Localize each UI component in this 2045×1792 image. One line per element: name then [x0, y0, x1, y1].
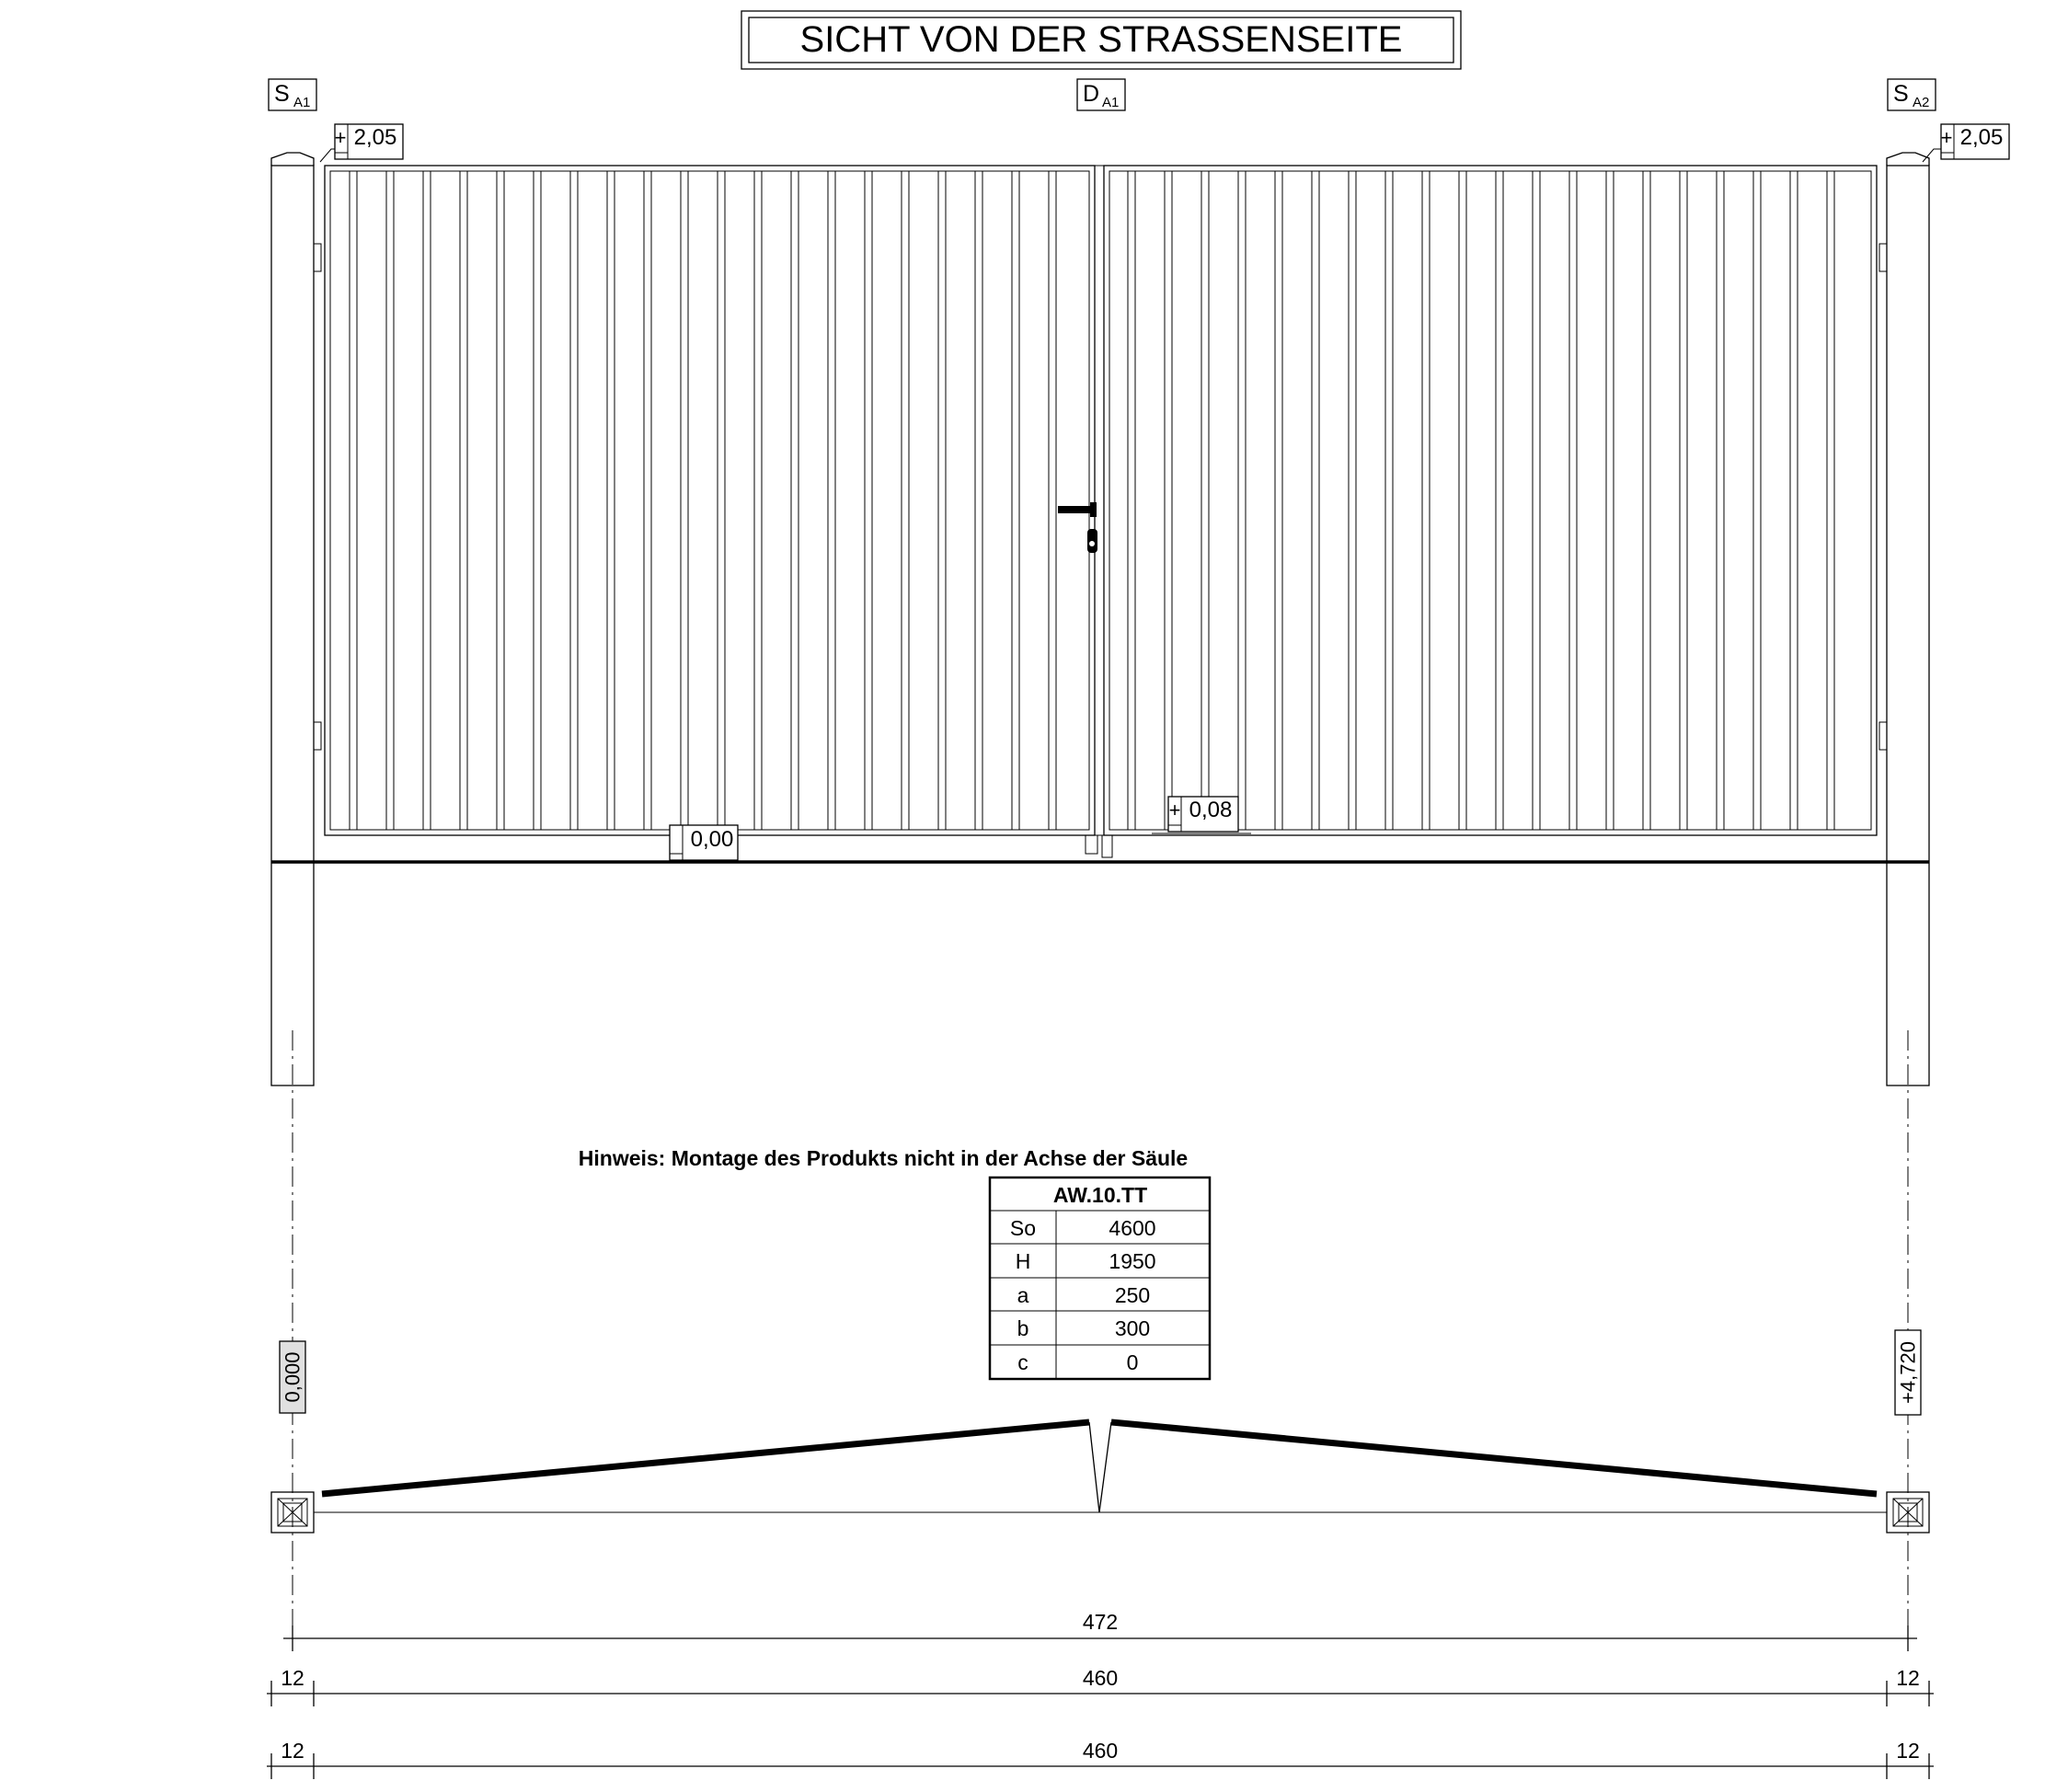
gate-slat: [1827, 171, 1834, 830]
left-post-plan: [271, 1492, 314, 1533]
gate-slat: [1128, 171, 1135, 830]
gate-slat: [1201, 171, 1209, 830]
gate-slat: [1012, 171, 1019, 830]
gate-slat: [1459, 171, 1466, 830]
marker-right-post: [1888, 79, 1936, 110]
axis-elevation-left: [280, 1341, 305, 1413]
gate-slat: [350, 171, 357, 830]
spec-row-key: a: [1017, 1283, 1029, 1307]
gate-slat: [497, 171, 504, 830]
gate-slat: [607, 171, 615, 830]
gate-slat: [1533, 171, 1540, 830]
mounting-note: Hinweis: Montage des Produkts nicht in der Achse der Säule: [578, 1146, 1189, 1170]
gate-slat: [1275, 171, 1282, 830]
dimension-row-3-middle: 460: [1082, 1739, 1119, 1763]
left-gate-leaf: [325, 166, 1095, 835]
right-gate-slats: [1128, 171, 1834, 830]
dimension-row-3: [267, 1739, 1934, 1779]
gate-slat: [534, 171, 541, 830]
spec-row-value: 0: [1126, 1350, 1139, 1374]
dimension-overall-text: 472: [1082, 1610, 1119, 1634]
gate-slat: [1643, 171, 1650, 830]
gate-slat: [386, 171, 394, 830]
gate-slat: [865, 171, 872, 830]
plan-view: [271, 1422, 1929, 1533]
spec-row-value: 1950: [1109, 1249, 1156, 1273]
gate-slat: [460, 171, 467, 830]
dimension-row-2-middle: 460: [1082, 1666, 1119, 1690]
marker-left-post-letter: S: [274, 81, 290, 107]
svg-text:+: +: [1168, 798, 1181, 821]
marker-right-post-letter: S: [1893, 81, 1909, 107]
gate-slat: [718, 171, 725, 830]
marker-right-post-sub: A2: [1913, 95, 1930, 110]
left-post: [271, 153, 321, 1086]
gate-slat: [1606, 171, 1614, 830]
gate-slat: [1790, 171, 1798, 830]
gate-slat: [1496, 171, 1503, 830]
gate-slat: [681, 171, 688, 830]
dimension-row-2: [267, 1666, 1934, 1706]
gate-slat: [1049, 171, 1056, 830]
gate-slat: [975, 171, 982, 830]
dimension-row-2-left: 12: [281, 1666, 304, 1690]
gate-slat: [570, 171, 578, 830]
gate-slat: [1165, 171, 1172, 830]
right-post-plan: [1887, 1492, 1929, 1533]
spec-row-key: So: [1009, 1216, 1037, 1240]
spec-row-value: 4600: [1109, 1216, 1156, 1240]
left-gate-slats: [350, 171, 1056, 830]
dimension-row-2-right: 12: [1896, 1666, 1920, 1690]
drawing-title: [741, 11, 1461, 69]
elevation-gate-bottom-text: 0,08: [1189, 798, 1233, 822]
dimension-row-3-left: 12: [281, 1739, 304, 1763]
gate-slat: [754, 171, 762, 830]
spec-row-key: b: [1017, 1316, 1029, 1340]
dimension-row-3-right: 12: [1896, 1739, 1920, 1763]
gate-slat: [1422, 171, 1430, 830]
spec-row-value: 250: [1114, 1283, 1151, 1307]
center-stop-plan: [1089, 1422, 1111, 1512]
spec-row-key: H: [1015, 1249, 1031, 1273]
right-post: [1879, 153, 1929, 1086]
gate-slat: [1385, 171, 1393, 830]
gate-slat: [1569, 171, 1577, 830]
gate-slat: [1680, 171, 1687, 830]
left-leaf-open-line: [322, 1422, 1089, 1494]
svg-text:+: +: [1940, 126, 1953, 149]
spec-row-value: 300: [1114, 1316, 1151, 1340]
gate-slat: [1717, 171, 1724, 830]
axis-elevation-right: [1895, 1330, 1921, 1415]
gate-handle: [1058, 502, 1097, 553]
right-leaf-open-line: [1111, 1422, 1877, 1494]
axis-elevation-right-text: +4,720: [1896, 1341, 1920, 1404]
gate-slat: [828, 171, 835, 830]
marker-gate: [1077, 79, 1125, 110]
marker-gate-letter: D: [1083, 81, 1100, 107]
spec-table: [990, 1177, 1210, 1379]
marker-left-post-sub: A1: [293, 95, 311, 110]
gate-slat: [902, 171, 909, 830]
elevation-left-post-top: [320, 124, 403, 162]
elevation-left-post-top-text: 2,05: [353, 125, 397, 150]
gate-slat: [1349, 171, 1356, 830]
gate-slat: [423, 171, 431, 830]
marker-gate-sub: A1: [1102, 95, 1120, 110]
elevation-gate-bottom: [1152, 797, 1251, 833]
gate-slat: [1312, 171, 1319, 830]
elevation-ground: [670, 825, 738, 860]
elevation-right-post-top-text: 2,05: [1959, 125, 2004, 150]
elevation-ground-text: 0,00: [690, 827, 734, 852]
title-text: SICHT VON DER STRASSENSEITE: [799, 19, 1403, 60]
gate-slat: [791, 171, 798, 830]
marker-left-post: [269, 79, 316, 110]
gate-slat: [644, 171, 651, 830]
dimension-overall: [283, 1610, 1917, 1651]
right-gate-leaf: [1104, 166, 1877, 835]
elevation-right-post-top: [1923, 124, 2009, 162]
svg-text:+: +: [334, 126, 347, 149]
gate-slat: [1753, 171, 1761, 830]
spec-row-key: c: [1017, 1350, 1028, 1374]
spec-table-header: AW.10.TT: [1052, 1183, 1148, 1207]
gate-slat: [1238, 171, 1246, 830]
gate-slat: [938, 171, 946, 830]
axis-elevation-left-text: 0,000: [281, 1351, 304, 1403]
